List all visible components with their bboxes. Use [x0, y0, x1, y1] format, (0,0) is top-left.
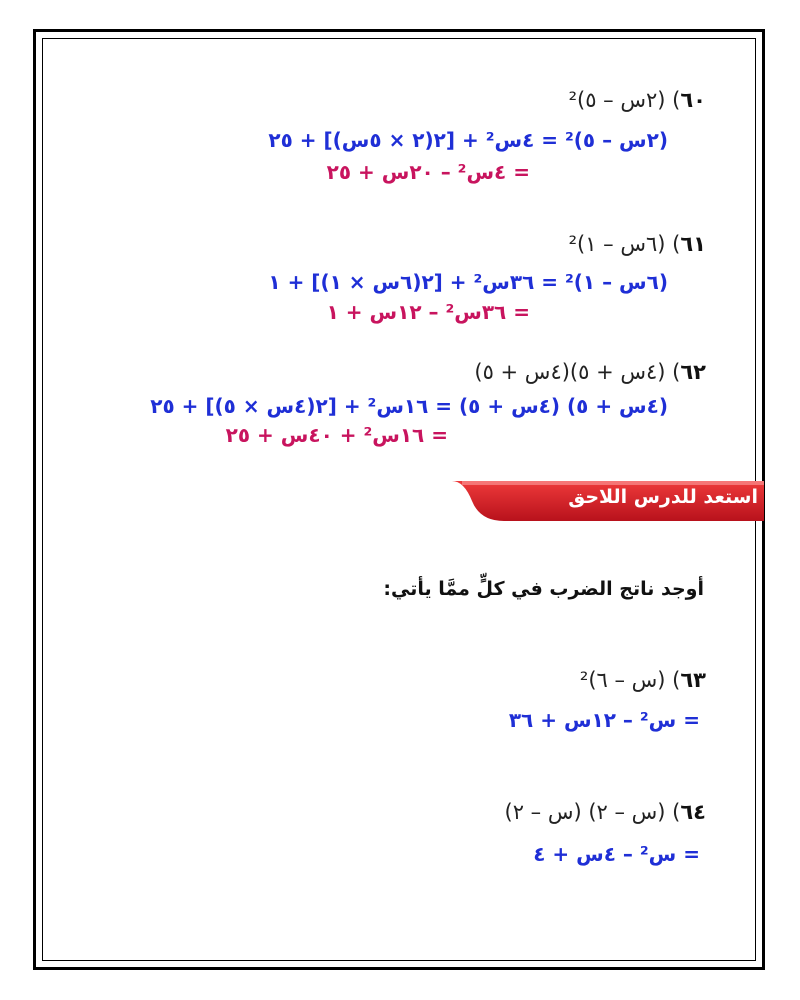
- exercise-number: ٦٢: [680, 360, 706, 384]
- exercise-number: ٦٤: [680, 800, 706, 824]
- instruction-text: أوجد ناتج الضرب في كلٍّ ممَّا يأتي:: [383, 578, 704, 600]
- problem-expression: (س – ٢) (س – ٢): [504, 800, 666, 824]
- exercise-61-problem: ٦١) (٦س – ١)²: [568, 232, 706, 256]
- exercise-61-step1: (٦س – ١)² = ٣٦س² + [٢(٦س × ١)] + ١: [268, 270, 668, 294]
- exercise-62-problem: ٦٢) (٤س + ٥)(٤س + ٥): [474, 360, 706, 384]
- problem-expression: (٤س + ٥)(٤س + ٥): [474, 360, 666, 384]
- problem-expression: (س – ٦)²: [579, 668, 666, 692]
- exercise-62-step2: = ١٦س² + ٤٠س + ٢٥: [225, 423, 448, 447]
- exercise-number: ٦٣: [680, 668, 706, 692]
- exercise-64-answer: = س² – ٤س + ٤: [533, 842, 700, 866]
- exercise-64-problem: ٦٤) (س – ٢) (س – ٢): [504, 800, 706, 824]
- exercise-number: ٦٠: [680, 88, 706, 112]
- exercise-62-step1: (٤س + ٥) (٤س + ٥) = ١٦س² + [٢(٤س × ٥)] + ٢٥: [150, 394, 668, 418]
- exercise-60-problem: ٦٠) (٢س – ٥)²: [568, 88, 706, 112]
- exercise-63-answer: = س² – ١٢س + ٣٦: [508, 708, 700, 732]
- problem-expression: (٢س – ٥)²: [568, 88, 666, 112]
- section-banner-title: استعد للدرس اللاحق: [568, 486, 758, 508]
- exercise-60-step2: = ٤س² – ٢٠س + ٢٥: [326, 160, 530, 184]
- exercise-number: ٦١: [680, 232, 706, 256]
- exercise-60-step1: (٢س – ٥)² = ٤س² + [٢(٢ × ٥س)] + ٢٥: [268, 128, 668, 152]
- exercise-61-step2: = ٣٦س² – ١٢س + ١: [326, 300, 530, 324]
- exercise-63-problem: ٦٣) (س – ٦)²: [579, 668, 706, 692]
- problem-expression: (٦س – ١)²: [568, 232, 666, 256]
